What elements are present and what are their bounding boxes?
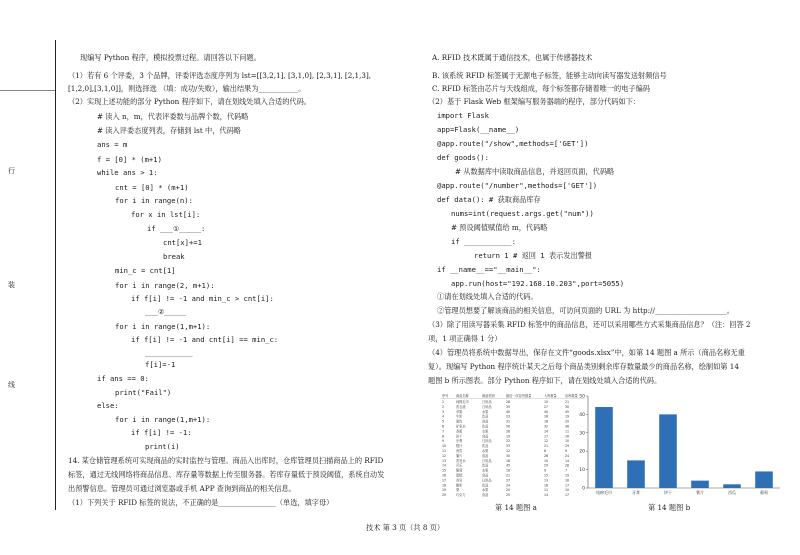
part-2-q2: ②管理员想要了解该商品的相关信息，可访问页面的 URL 为 http://____________________。 — [437, 306, 734, 315]
code-line: for i in range(n): — [115, 196, 193, 205]
table-cell: 9 — [565, 449, 568, 453]
table-cell: 26 — [544, 453, 549, 458]
table-cell: 水果 — [482, 468, 489, 473]
table-cell: 12 — [442, 453, 447, 458]
table-cell: 15 — [442, 468, 447, 473]
table-cell: 16 — [506, 468, 511, 473]
table-cell: 30 — [506, 453, 511, 458]
table-header-cell: 入库数量 — [544, 394, 557, 398]
table-cell: 27 — [544, 404, 549, 409]
table-cell: 40 — [544, 409, 549, 414]
code-line: for i in range(2, m+1): — [115, 281, 215, 290]
bar — [659, 414, 677, 488]
x-tick-label: 葡萄 — [760, 490, 768, 495]
table-cell: 6 — [442, 424, 445, 429]
table-cell: 梨 — [456, 488, 460, 493]
table-cell: 饮品 — [482, 444, 489, 449]
flask-code: app=Flask(__name__) — [437, 125, 520, 134]
y-tick-label: 0 — [582, 486, 585, 492]
table-cell: 7 — [442, 429, 445, 434]
code-line: break — [163, 252, 185, 261]
table-cell: 26 — [506, 429, 511, 434]
flask-code: def goods(): — [437, 153, 489, 162]
part-4-line-1: （4）管理员将系统中数据导出，保存在文件“goods.xlsx”中，如第 14 题图 a 所示（商品名称无重 — [428, 348, 745, 357]
table-cell: 香皂 — [456, 478, 463, 483]
table-cell: 14 — [544, 429, 549, 434]
table-cell: 食品 — [482, 434, 489, 439]
table-cell: 1 — [442, 400, 445, 404]
x-tick-label: 西瓜 — [728, 490, 736, 495]
table-cell: 16 — [565, 434, 570, 439]
side-label-1: 行 — [8, 167, 15, 175]
table-cell: 18 — [442, 483, 447, 488]
table-cell: 日用品 — [482, 478, 492, 483]
table-cell: 11 — [544, 488, 549, 493]
code-line: if ans == 0: — [97, 374, 149, 383]
code-line: ans = m — [97, 140, 128, 149]
table-cell: 14 — [544, 493, 549, 498]
table-cell: 16 — [544, 414, 549, 419]
table-cell: 牛奶 — [456, 414, 463, 419]
table-cell: 20 — [442, 493, 447, 498]
table-cell: 5 — [442, 419, 445, 424]
table-cell: 饮品 — [482, 414, 489, 419]
table-cell: 水果 — [482, 449, 489, 453]
flask-blank: if ___________: — [451, 237, 516, 246]
table-cell: 38 — [565, 424, 570, 429]
table-cell: 水果 — [482, 409, 489, 414]
left-line-3: [1,2,0],[3,1,0]]，则选择选 （填：成功/失败），输出结果为___________。 — [68, 84, 306, 93]
table-cell: 32 — [544, 424, 549, 429]
table-cell: 16 — [442, 473, 447, 478]
code-line: else: — [97, 401, 119, 410]
table-cell: 21 — [565, 400, 570, 404]
table-cell: 12 — [506, 449, 511, 453]
table-cell: 30 — [565, 404, 570, 409]
option-a: A. RFID 技术既属于通信技术，也属于传感器技术 — [432, 53, 593, 62]
table-cell: 18 — [544, 483, 549, 488]
table-cell: 食品 — [482, 493, 489, 498]
table-cell: 橙汁 — [456, 444, 463, 449]
x-tick-label: 纯棉毛巾 — [596, 490, 612, 495]
table-header-cell: 出库数量 — [565, 394, 578, 398]
code-line: if f[i] != -1 and cnt[i] == min_c: — [131, 335, 279, 344]
table-header-cell: 商品名称 — [456, 394, 469, 398]
table-cell: 2 — [442, 404, 445, 409]
table-cell: 40 — [506, 409, 511, 414]
table-cell: 17 — [442, 478, 447, 483]
table-cell: 矿泉水 — [456, 424, 466, 429]
code-line: cnt[x]+=1 — [163, 238, 202, 247]
part-4-line-2: 复）。现编写 Python 程序统计某天之后每个商品类别剩余库存数量最少的商品名称，绘制如第 14 — [428, 362, 739, 371]
flask-code: app.run(host="192.168.10.203",port=5055) — [451, 279, 625, 288]
table-cell: 33 — [506, 444, 511, 449]
table-cell: 18 — [544, 419, 549, 424]
part-2-intro: （2）基于 Flask Web 框架编写服务器端的程序，部分代码如下： — [428, 97, 641, 106]
code-line: f = [0] * (m+1) — [97, 155, 162, 164]
table-cell: 20 — [565, 419, 570, 424]
bar — [723, 484, 741, 488]
table-cell: 可乐 — [456, 463, 463, 468]
bar — [627, 460, 645, 488]
binding-line — [55, 40, 56, 510]
code-blank-1: if ___①_____: — [147, 224, 206, 233]
table-cell: 24 — [565, 453, 570, 458]
table-cell: 11 — [565, 429, 570, 434]
table-cell: 食品 — [482, 419, 489, 424]
flask-code: import Flask — [437, 111, 489, 120]
table-cell: 薯片 — [456, 453, 463, 458]
code-line: min_c = cnt[1] — [115, 266, 176, 275]
table-cell: 12 — [544, 439, 549, 444]
left-line-1: 现编写 Python 程序，模拟投票过程。请回答以下问题。 — [80, 53, 261, 62]
option-c: C. RFID 标签由芯片与天线组成，每个标签都存储着唯一的电子编码 — [432, 84, 650, 93]
code-line: for x in lst[i]: — [131, 210, 201, 219]
flask-comment: # 从数据库中读取商品信息，并返回页面，代码略 — [455, 167, 615, 176]
code-comment-2: # 读入评委态度列表，存储到 lst 中，代码略 — [97, 126, 241, 135]
table-cell: 日用品 — [482, 404, 492, 409]
left-line-4: （2）实现上述功能的部分 Python 程序如下，请在划线处填入合适的代码。 — [68, 97, 311, 106]
bar — [755, 471, 773, 488]
caption-a: 第 14 题图 a — [495, 503, 537, 512]
x-tick-label: 薯片 — [696, 490, 704, 495]
flask-code: return 1 # 返回 1 表示发出警报 — [474, 251, 593, 260]
table-cell: 日用品 — [482, 458, 492, 463]
table-cell: 酸奶 — [456, 483, 463, 488]
question-14-line-2: 标签，通过无线网络将商品信息、库存量等数据上传至服务器。若库存量低于预设阈值，系统自动发 — [68, 470, 385, 479]
part-3-line-1: （3）除了用读写器采集 RFID 标签中的商品信息，还可以采用哪些方式采集商品信息？（注：回答 2 — [428, 320, 751, 329]
table-cell: 35 — [506, 404, 511, 409]
y-tick-label: 20 — [579, 449, 585, 455]
table-cell: 饼干 — [456, 434, 463, 439]
y-tick-label: 10 — [579, 468, 585, 474]
table-cell: 10 — [565, 488, 570, 493]
table-cell: 21 — [506, 473, 511, 478]
x-tick-label: 饼干 — [664, 490, 672, 495]
table-cell: 日用品 — [482, 400, 492, 404]
table-cell: 4 — [442, 414, 445, 419]
table-cell: 日用品 — [482, 439, 492, 444]
binding-dash-top — [0, 90, 55, 91]
side-label-2: 装 — [8, 281, 15, 289]
table-cell: 21 — [544, 444, 549, 449]
caption-b: 第 14 题图 b — [648, 503, 691, 512]
flask-code: nums=int(request.args.get("num")) — [451, 209, 594, 218]
table-cell: 洗衣液 — [456, 404, 466, 409]
table-cell: 50 — [506, 424, 511, 429]
flask-code: @app.route("/number",methods=['GET']) — [437, 181, 598, 190]
part-2-q1: ①请在划线处填入合适的代码。 — [437, 292, 538, 301]
question-14-line-1: 14. 某仓储管理系统可实现商品的实时监控与管理。商品入出库时，仓库管理员扫描商品上的 RFID — [68, 456, 384, 465]
table-cell: 28 — [565, 463, 570, 468]
flask-code: def data(): # 获取商品库存 — [437, 195, 541, 204]
table-cell: 饮品 — [482, 424, 489, 429]
y-tick-label: 40 — [579, 412, 585, 418]
code-blank-2: ___②_____ — [145, 307, 187, 316]
y-tick-label: 50 — [579, 394, 585, 400]
table-cell: 8 — [544, 449, 547, 453]
y-tick-label: 30 — [579, 431, 585, 437]
code-blank-3: ___________ — [145, 348, 193, 357]
table-cell: 31 — [506, 419, 511, 424]
table-cell: 24 — [506, 483, 511, 488]
flask-code: @app.route("/show",methods=['GET']) — [437, 139, 589, 148]
code-comment-1: # 读入 n，m，代表评委数与品牌个数，代码略 — [97, 112, 249, 121]
code-line: print("Fail") — [115, 388, 172, 397]
table-cell: 18 — [506, 458, 511, 463]
table-cell: 25 — [506, 493, 511, 498]
table-cell: 14 — [565, 458, 570, 463]
table-cell: 面包 — [456, 419, 463, 424]
code-line: if f[i] != -1 and min_c > cnt[i]: — [131, 294, 274, 303]
code-line: if f[i] != -1: — [131, 428, 192, 437]
table-cell: 9 — [442, 439, 445, 444]
table-cell: 葡萄 — [456, 468, 463, 473]
page-footer: 技术 第 3 页（共 8 页） — [366, 523, 445, 532]
x-tick-label: 牙膏 — [632, 490, 640, 495]
bar — [691, 481, 709, 488]
table-cell: 8 — [442, 434, 445, 439]
flask-code: if __name__=="__main__": — [437, 265, 541, 274]
table-cell: 饮品 — [482, 463, 489, 468]
figure-b-chart — [552, 392, 792, 500]
table-cell: 11 — [442, 449, 447, 453]
table-cell: 9 — [544, 468, 547, 473]
table-cell: 29 — [565, 444, 570, 449]
table-cell: 14 — [442, 463, 447, 468]
table-cell: 牙膏 — [456, 439, 463, 444]
code-line: f[i]=-1 — [145, 360, 176, 369]
side-label-3: 线 — [8, 381, 15, 389]
code-line: for i in range(1,m+1): — [115, 415, 211, 424]
bar — [595, 407, 613, 488]
table-cell: 7 — [565, 468, 568, 473]
table-cell: 水果 — [482, 429, 489, 434]
code-line: for i in range(1,m+1): — [115, 322, 211, 331]
table-header-cell: 序号 — [442, 394, 449, 398]
table-cell: 22 — [506, 439, 511, 444]
table-cell: 17 — [565, 483, 570, 488]
table-cell: 香蕉 — [456, 429, 463, 434]
table-cell: 3 — [442, 409, 445, 414]
table-cell: 19 — [565, 473, 570, 478]
table-cell: 19 — [565, 414, 570, 419]
table-cell: 10 — [565, 439, 570, 444]
table-cell: 15 — [544, 473, 549, 478]
table-cell: 纯棉毛巾 — [456, 400, 469, 404]
table-cell: 17 — [544, 434, 549, 439]
table-cell: 17 — [565, 493, 570, 498]
question-14-part-1: （1）下列关于 RFID 标签的说法，不正确的是________________（单选，填字母） — [68, 498, 334, 507]
table-cell: 23 — [506, 414, 511, 419]
table-header-cell: 商品类别 — [482, 394, 495, 398]
table-cell: 饮品 — [482, 483, 489, 488]
table-cell: 食品 — [482, 453, 489, 458]
table-cell: 28 — [506, 400, 511, 404]
table-cell: 13 — [442, 458, 447, 463]
table-header-cell: 最近一次存货数量 — [506, 394, 532, 398]
code-line: cnt = [0] * (m+1) — [115, 183, 189, 192]
table-cell: 45 — [565, 409, 570, 414]
table-cell: 16 — [565, 478, 570, 483]
part-4-line-3: 题图 b 所示图表。部分 Python 程序如下，请在划线处填入合适的代码。 — [428, 376, 662, 385]
table-cell: 19 — [442, 488, 447, 493]
table-cell: 蛋糕 — [456, 473, 463, 478]
table-cell: 10 — [544, 400, 549, 404]
part-3-line-2: 项，1 项正确得 1 分） — [428, 334, 502, 343]
table-cell: 巧克力 — [456, 493, 466, 498]
table-cell: 10 — [544, 458, 549, 463]
table-cell: 27 — [506, 478, 511, 483]
table-cell: 10 — [442, 444, 447, 449]
table-cell: 20 — [506, 488, 511, 493]
table-cell: 45 — [506, 463, 511, 468]
table-cell: 19 — [506, 434, 511, 439]
question-14-line-3: 出预警信息。管理员可通过浏览器或手机 APP 查询到商品的相关信息。 — [68, 484, 296, 493]
left-line-2: （1）若有 6 个评委，3 个品牌，评委评选态度序列为 lst=[[3,2,1], [3,1,0], [2,3,1], [2,1,3], — [68, 71, 372, 80]
table-cell: 13 — [544, 478, 549, 483]
option-b: B. 该系统 RFID 标签属于无源电子标签，能够主动向读写器发送射频信号 — [432, 71, 667, 80]
code-line: while ans > 1: — [97, 168, 158, 177]
table-cell: 苹果 — [456, 409, 463, 414]
table-cell: 洗发水 — [456, 458, 466, 463]
table-cell: 20 — [544, 463, 549, 468]
flask-comment: # 预设阈值赋值给 m，代码略 — [451, 223, 548, 232]
table-cell: 水果 — [482, 488, 489, 493]
table-cell: 西瓜 — [456, 449, 463, 453]
table-cell: 食品 — [482, 473, 489, 478]
code-line: print(i) — [145, 442, 180, 451]
